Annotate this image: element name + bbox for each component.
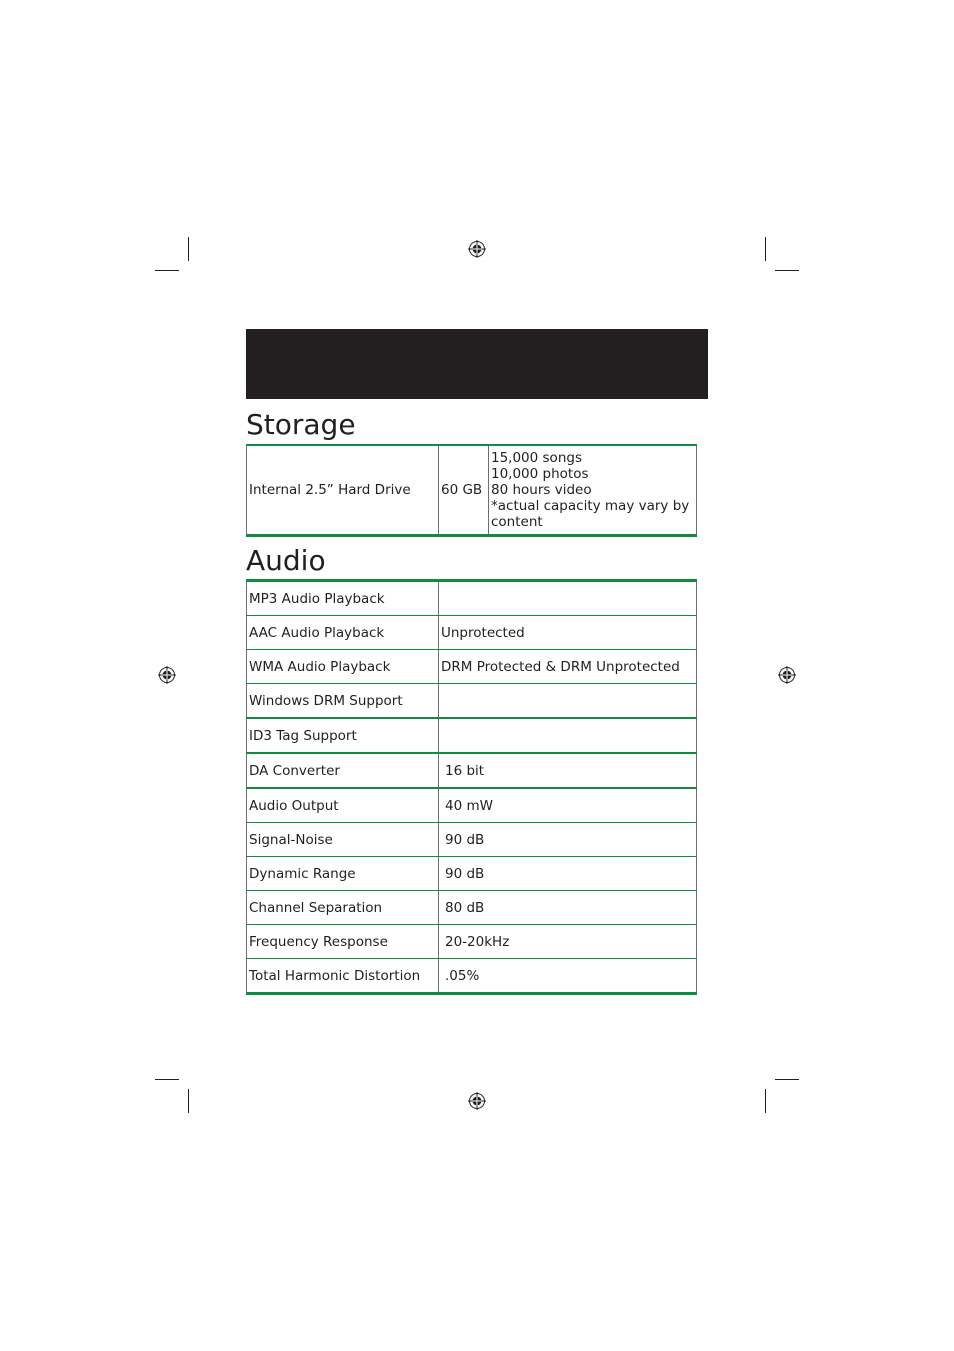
table-row bbox=[247, 445, 697, 536]
crop-mark-top-left-vertical bbox=[188, 237, 189, 261]
audio-label: Total Harmonic Distortion bbox=[247, 959, 439, 994]
audio-table bbox=[246, 579, 697, 995]
audio-value: Unprotected bbox=[439, 616, 697, 650]
table-row bbox=[247, 616, 697, 650]
registration-mark-icon bbox=[468, 1092, 486, 1110]
audio-value: 20-20kHz bbox=[439, 925, 697, 959]
audio-value: 16 bit bbox=[439, 753, 697, 788]
audio-value: 80 dB bbox=[439, 891, 697, 925]
audio-label: MP3 Audio Playback bbox=[247, 581, 439, 616]
table-row bbox=[247, 718, 697, 753]
storage-note: 80 hours video bbox=[491, 482, 592, 498]
table-row bbox=[247, 857, 697, 891]
audio-label: Signal-Noise bbox=[247, 823, 439, 857]
storage-heading: Storage bbox=[246, 408, 356, 441]
audio-value: DRM Protected & DRM Unprotected bbox=[439, 650, 697, 684]
crop-mark-bottom-right-vertical bbox=[765, 1089, 766, 1113]
audio-label: AAC Audio Playback bbox=[247, 616, 439, 650]
table-row bbox=[247, 891, 697, 925]
audio-label: DA Converter bbox=[247, 753, 439, 788]
storage-notes bbox=[489, 445, 697, 536]
audio-label: Channel Separation bbox=[247, 891, 439, 925]
crop-mark-bottom-left-horizontal bbox=[155, 1079, 179, 1080]
audio-value: .05% bbox=[439, 959, 697, 994]
crop-mark-top-right-horizontal bbox=[775, 270, 799, 271]
audio-value bbox=[439, 718, 697, 753]
audio-heading: Audio bbox=[246, 544, 326, 577]
registration-mark-icon bbox=[158, 666, 176, 684]
table-row bbox=[247, 823, 697, 857]
audio-value bbox=[439, 581, 697, 616]
audio-label: Audio Output bbox=[247, 788, 439, 823]
storage-note: *actual capacity may vary by content bbox=[491, 498, 690, 530]
table-row bbox=[247, 684, 697, 719]
crop-mark-bottom-left-vertical bbox=[188, 1089, 189, 1113]
storage-note: 10,000 photos bbox=[491, 466, 589, 482]
table-row bbox=[247, 650, 697, 684]
table-row bbox=[247, 959, 697, 994]
storage-table bbox=[246, 444, 697, 537]
crop-mark-top-left-horizontal bbox=[155, 270, 179, 271]
header-bar bbox=[246, 329, 708, 399]
registration-mark-icon bbox=[468, 240, 486, 258]
registration-mark-icon bbox=[778, 666, 796, 684]
crop-mark-top-right-vertical bbox=[765, 237, 766, 261]
audio-label: ID3 Tag Support bbox=[247, 718, 439, 753]
crop-mark-bottom-right-horizontal bbox=[775, 1079, 799, 1080]
table-row bbox=[247, 788, 697, 823]
storage-note: 15,000 songs bbox=[491, 450, 582, 466]
audio-value: 40 mW bbox=[439, 788, 697, 823]
audio-value: 90 dB bbox=[439, 857, 697, 891]
audio-value: 90 dB bbox=[439, 823, 697, 857]
table-row bbox=[247, 925, 697, 959]
table-row bbox=[247, 581, 697, 616]
audio-label: Windows DRM Support bbox=[247, 684, 439, 719]
storage-capacity: 60 GB bbox=[439, 445, 489, 536]
storage-label: Internal 2.5” Hard Drive bbox=[247, 445, 439, 536]
audio-label: Frequency Response bbox=[247, 925, 439, 959]
audio-label: Dynamic Range bbox=[247, 857, 439, 891]
table-row bbox=[247, 753, 697, 788]
audio-label: WMA Audio Playback bbox=[247, 650, 439, 684]
audio-value bbox=[439, 684, 697, 719]
